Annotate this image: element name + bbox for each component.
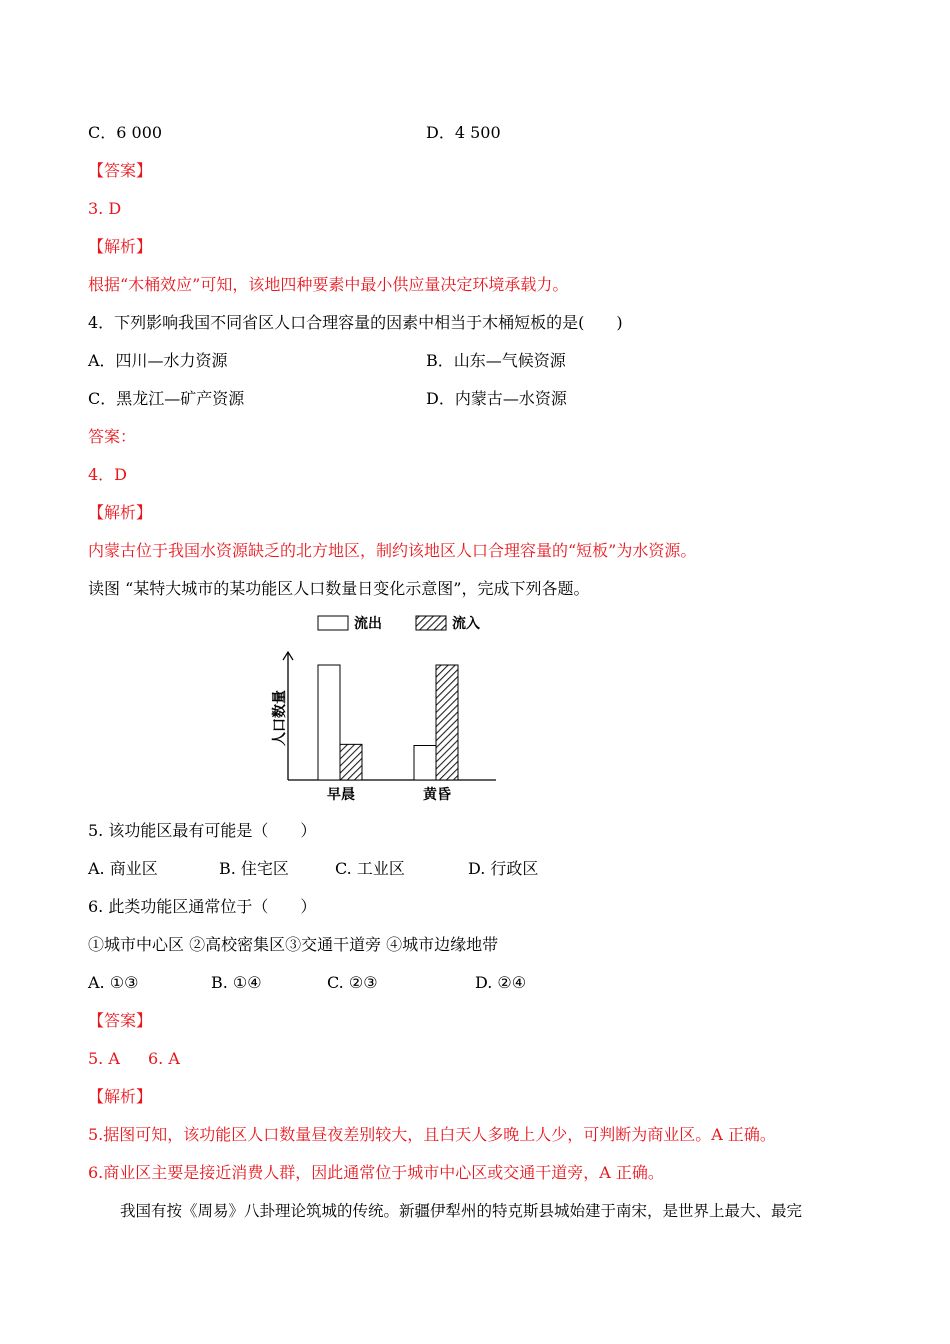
analysis-tag: 【解析】 bbox=[88, 1087, 153, 1106]
q6-stem: 6. 此类功能区通常位于（ ） bbox=[88, 897, 317, 916]
q4-answer: 4．D bbox=[88, 465, 128, 484]
q4-option-d: D．内蒙古—水资源 bbox=[426, 389, 567, 408]
legend-label-inflow: 流入 bbox=[452, 616, 480, 632]
q6-analysis: 6.商业区主要是接近消费人群，因此通常位于城市中心区或交通干道旁，A 正确。 bbox=[88, 1163, 664, 1182]
population-bar-chart bbox=[262, 610, 502, 810]
answer-tag: 【答案】 bbox=[88, 1011, 153, 1030]
q6-choices: ①城市中心区 ②高校密集区③交通干道旁 ④城市边缘地带 bbox=[88, 935, 499, 954]
q5-option-a: A. 商业区 bbox=[88, 859, 158, 878]
y-axis-label: 人口数量 bbox=[272, 690, 288, 746]
legend-swatch-inflow bbox=[416, 616, 446, 630]
legend-label-outflow: 流出 bbox=[354, 616, 382, 632]
bar-inflow-morning bbox=[340, 744, 362, 780]
next-passage: 我国有按《周易》八卦理论筑城的传统。新疆伊犁州的特克斯县城始建于南宋，是世界上最大、最完 bbox=[120, 1202, 803, 1220]
q5-option-b: B. 住宅区 bbox=[219, 859, 289, 878]
bar-outflow-morning bbox=[318, 665, 340, 780]
x-tick-label: 早晨 bbox=[327, 787, 355, 803]
q6-option-b: B. ①④ bbox=[211, 973, 262, 992]
q6-option-d: D. ②④ bbox=[475, 973, 527, 992]
q3-answer: 3. D bbox=[88, 199, 122, 218]
x-tick-label: 黄昏 bbox=[423, 787, 451, 803]
q4-option-b: B．山东—气候资源 bbox=[426, 351, 566, 370]
q5-stem: 5. 该功能区最有可能是（ ） bbox=[88, 821, 317, 840]
bar-inflow-evening bbox=[436, 665, 458, 780]
analysis-tag: 【解析】 bbox=[88, 237, 153, 256]
q3-option-c: C．6 000 bbox=[88, 123, 163, 142]
q3-analysis: 根据“木桶效应”可知，该地四种要素中最小供应量决定环境承载力。 bbox=[88, 275, 569, 294]
q4-option-c: C．黑龙江—矿产资源 bbox=[88, 389, 245, 408]
q6-option-a: A. ①③ bbox=[88, 973, 139, 992]
q5-option-c: C. 工业区 bbox=[335, 859, 405, 878]
q6-answer: 6. A bbox=[148, 1049, 180, 1068]
bar-outflow-evening bbox=[414, 746, 436, 781]
chart-intro: 读图 “某特大城市的某功能区人口数量日变化示意图”，完成下列各题。 bbox=[88, 579, 590, 598]
q5-analysis: 5.据图可知，该功能区人口数量昼夜差别较大，且白天人多晚上人少，可判断为商业区。A 正确。 bbox=[88, 1125, 776, 1144]
q3-option-d: D．4 500 bbox=[426, 123, 501, 142]
answer-tag: 【答案】 bbox=[88, 161, 153, 180]
q4-analysis: 内蒙古位于我国水资源缺乏的北方地区，制约该地区人口合理容量的“短板”为水资源。 bbox=[88, 541, 697, 560]
answer-tag: 答案： bbox=[88, 427, 137, 446]
q4-option-a: A．四川—水力资源 bbox=[88, 351, 228, 370]
q6-option-c: C. ②③ bbox=[327, 973, 378, 992]
legend-swatch-outflow bbox=[318, 616, 348, 630]
analysis-tag: 【解析】 bbox=[88, 503, 153, 522]
q5-answer: 5. A bbox=[88, 1049, 120, 1068]
q4-stem: 4．下列影响我国不同省区人口合理容量的因素中相当于木桶短板的是( ) bbox=[88, 313, 623, 332]
q5-option-d: D. 行政区 bbox=[468, 859, 539, 878]
